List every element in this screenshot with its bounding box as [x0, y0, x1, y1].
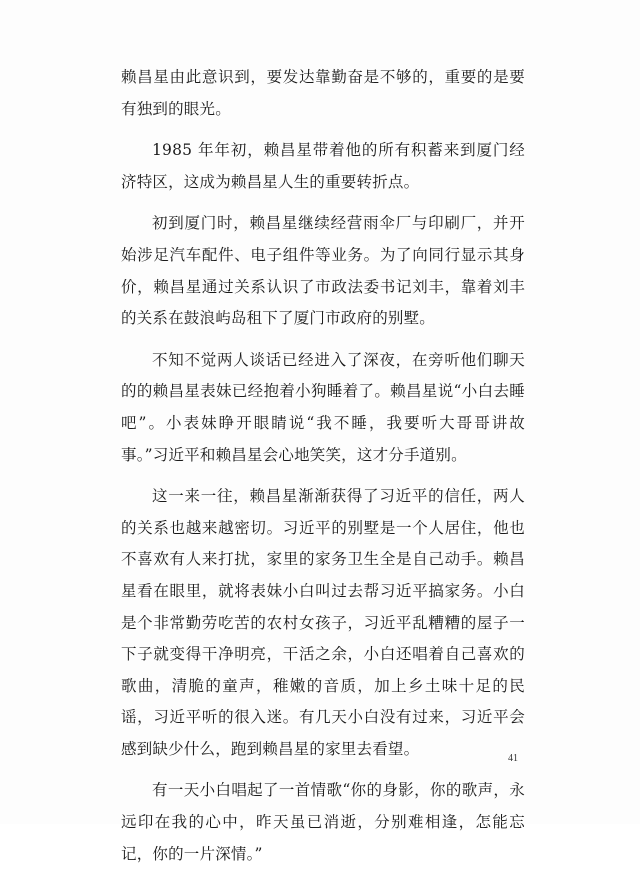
- paragraph-4: 不知不觉两人谈话已经进入了深夜，在旁听他们聊天的的赖昌星表妹已经抱着小狗睡着了。赖昌星说“小白去睡吧”。小表妹睁开眼睛说“我不睡，我要听大哥哥讲故事。”习近平和赖昌星会心地笑笑，这才分手道别。: [121, 350, 525, 464]
- paragraph-6: 有一天小白唱起了一首情歌“你的身影，你的歌声，永远印在我的心中，昨天虽已消逝，分别难相逢，怎能忘记，你的一片深情。”: [121, 781, 525, 863]
- body-text: [121, 62, 525, 880]
- paragraph-3: 初到厦门时，赖昌星继续经营雨伞厂与印刷厂，并开始涉足汽车配件、电子组件等业务。为了向同行显示其身价，赖昌星通过关系认识了市政法委书记刘丰，靠着刘丰的关系在鼓浪屿岛租下了厦门市政府的别墅。: [121, 214, 525, 328]
- paragraph-5: 这一来一往，赖昌星渐渐获得了习近平的信任，两人的关系也越来越密切。习近平的别墅是一个人居住，他也不喜欢有人来打扰，家里的家务卫生全是自己动手。赖昌星看在眼里，就将表妹小白叫过去帮习近平搞家务。小白是个非常勤劳吃苦的农村女孩子，习近平乱糟糟的屋子一下子就变得干净明亮，干活之余，小白还唱着自己喜欢的歌曲，清脆的童声，稚嫩的音质，加上乡土味十足的民谣，习近平听的很入迷。有几天小白没有过来，习近平会感到缺少什么，跑到赖昌星的家里去看望。: [121, 487, 525, 758]
- paragraph-1: 赖昌星由此意识到，要发达靠勤奋是不够的，重要的是要有独到的眼光。: [121, 68, 525, 118]
- paragraph-2: 1985 年年初，赖昌星带着他的所有积蓄来到厦门经济特区，这成为赖昌星人生的重要转折点。: [121, 141, 525, 191]
- page-number: 41: [508, 753, 518, 764]
